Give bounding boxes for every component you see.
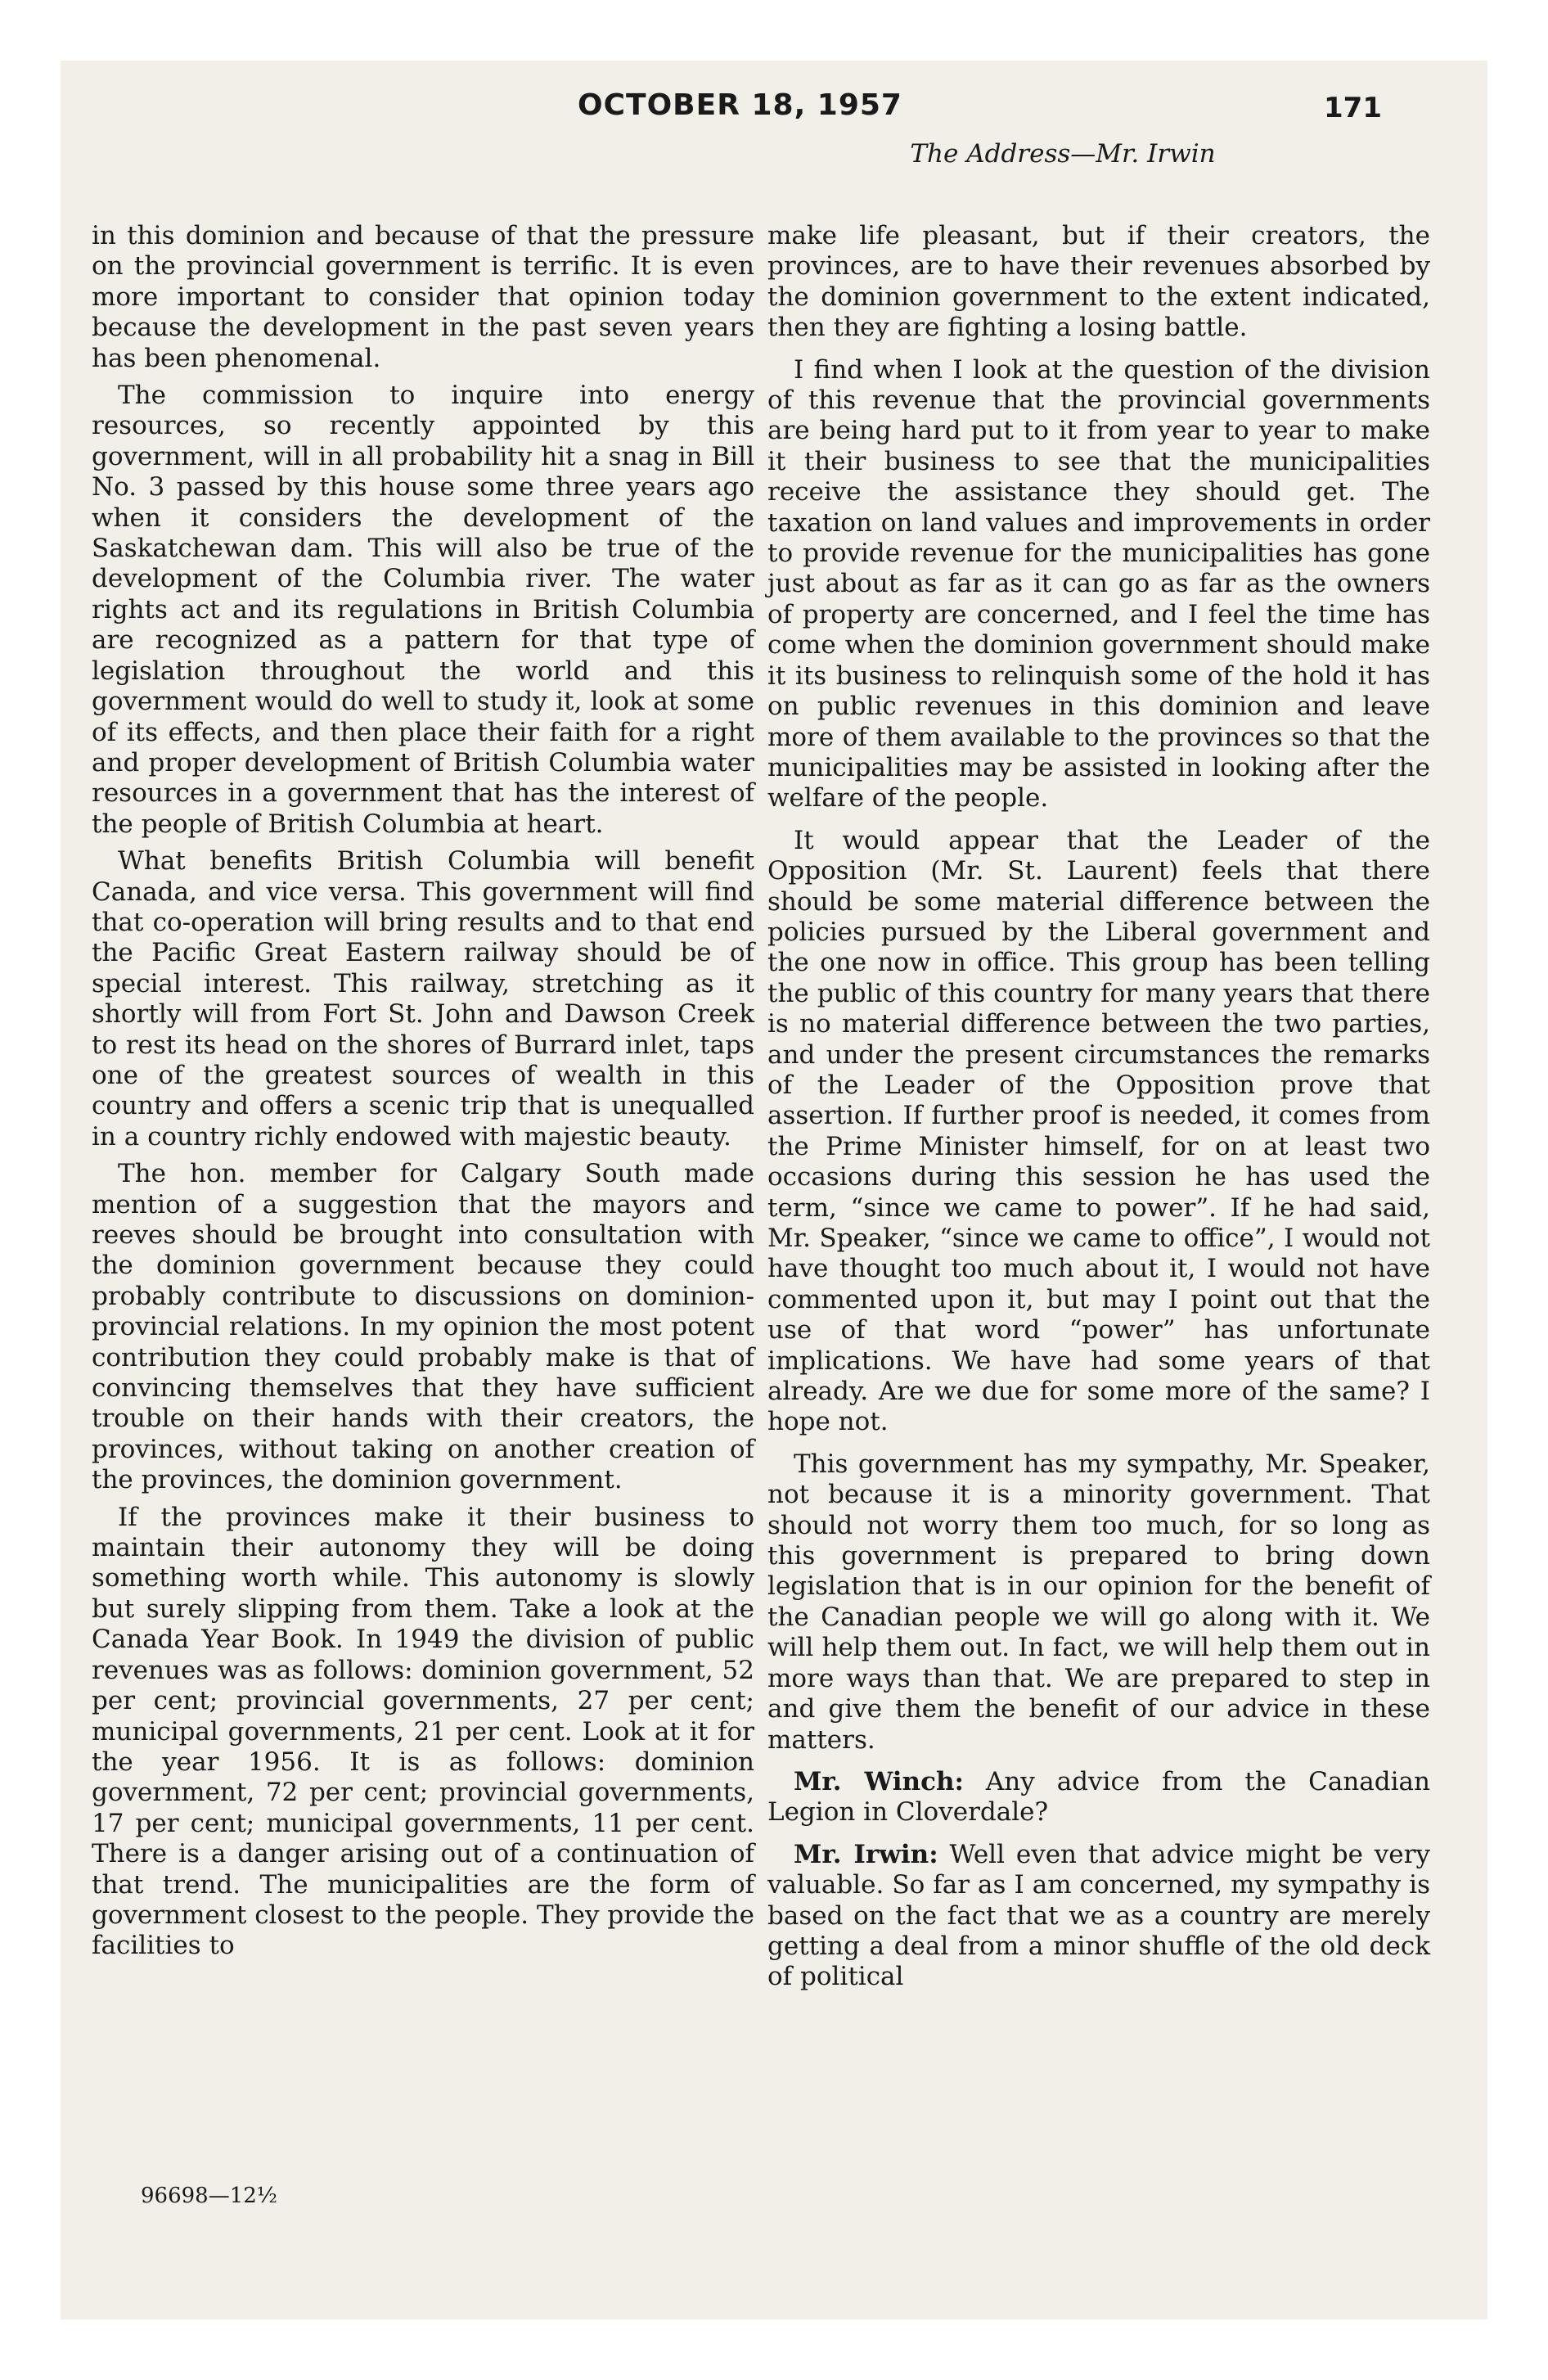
paragraph: What benefits British Columbia will benefit Canada, and vice versa. This government will find that co-operation will bring results and to that end the Pacific Great Eastern railway should be of special interest. This railway, stretching as it shortly will from Fort St. John and Dawson Creek to rest its head on the shores of Burrard inlet, taps one of the greatest sources of wealth in this country and offers a scenic trip that is unequalled in a country richly endowed with majestic beauty. [92, 846, 754, 1152]
speech-paragraph [767, 1840, 1430, 1993]
header-date: OCTOBER 18, 1957 [578, 88, 902, 122]
left-column [92, 221, 754, 1968]
paragraph: If the provinces make it their business to maintain their autonomy they will be doing something worth while. This autonomy is slowly but surely slipping from them. Take a look at the Canada Year Book. In 1949 the division of public revenues was as follows: dominion government, 52 per cent; provincial governments, 27 per cent; municipal governments, 21 per cent. Look at it for the year 1956. It is as follows: dominion government, 72 per cent; provincial governments, 17 per cent; municipal governments, 11 per cent. There is a danger arising out of a continuation of that trend. The municipalities are the form of government closest to the people. They provide the facilities to [92, 1502, 754, 1961]
speech-paragraph [767, 1767, 1430, 1828]
speech-text: Any advice from the Canadian Legion in Cloverdale? [767, 1766, 1430, 1828]
page-number: 171 [1324, 92, 1382, 124]
paragraph: The hon. member for Calgary South made mention of a suggestion that the mayors and reeves should be brought into consultation with the dominion government because they could probably contribute to discussions on dominion-provincial relations. In my opinion the most potent contribution they could probably make is that of convincing themselves that they have sufficient trouble on their hands with their creators, the provinces, without taking on another creation of the provinces, the dominion government. [92, 1159, 754, 1495]
paragraph: This government has my sympathy, Mr. Speaker, not because it is a minority government. That should not worry them too much, for so long as this government is prepared to bring down legislation that is in our opinion for the benefit of the Canadian people we will go along with it. We will help them out. In fact, we will help them out in more ways than that. We are prepared to step in and give them the benefit of our advice in these matters. [767, 1449, 1430, 1755]
paragraph: in this dominion and because of that the pressure on the provincial government is terrific. It is even more important to consider that opinion today because the development in the past seven years has been phenomenal. [92, 221, 754, 373]
running-head: The Address—Mr. Irwin [910, 139, 1216, 169]
speech-text: Well even that advice might be very valuable. So far as I am concerned, my sympathy is based on the fact that we as a country are merely getting a deal from a minor shuffle of the old deck of political [767, 1839, 1430, 1992]
speaker-name: Mr. Irwin: [794, 1839, 938, 1869]
speaker-name: Mr. Winch: [794, 1766, 964, 1796]
paragraph: The commission to inquire into energy resources, so recently appointed by this government, will in all probability hit a snag in Bill No. 3 passed by this house some three years ago when it considers the development of the Saskatchewan dam. This will also be true of the development of the Columbia river. The water rights act and its regulations in British Columbia are recognized as a pattern for that type of legislation throughout the world and this government would do well to study it, look at some of its effects, and then place their faith for a right and proper development of British Columbia water resources in a government that has the interest of the people of British Columbia at heart. [92, 381, 754, 839]
printer-signature: 96698—12½ [141, 2184, 277, 2208]
right-column [767, 221, 1430, 2004]
paragraph: I find when I look at the question of the division of this revenue that the provincial governments are being hard put to it from year to year to make it their business to see that the municipalities receive the assistance they should get. The taxation on land values and improvements in order to provide revenue for the municipalities has gone just about as far as it can go as far as the owners of property are concerned, and I feel the time has come when the dominion government should make it its business to relinquish some of the hold it has on public revenues in this dominion and leave more of them available to the provinces so that the municipalities may be assisted in looking after the welfare of the people. [767, 354, 1430, 814]
paragraph: make life pleasant, but if their creators, the provinces, are to have their revenues absorbed by the dominion government to the extent indicated, then they are fighting a losing battle. [767, 221, 1430, 343]
paragraph: It would appear that the Leader of the Opposition (Mr. St. Laurent) feels that there should be some material difference between the policies pursued by the Liberal government and the one now in office. This group has been telling the public of this country for many years that there is no material difference between the two parties, and under the present circumstances the remarks of the Leader of the Opposition prove that assertion. If further proof is needed, it comes from the Prime Minister himself, for on at least two occasions during this session he has used the term, “since we came to power”. If he had said, Mr. Speaker, “since we came to office”, I would not have thought too much about it, I would not have commented upon it, but may I point out that the use of that word “power” has unfortunate implications. We have had some years of that already. Are we due for some more of the same? I hope not. [767, 825, 1430, 1437]
